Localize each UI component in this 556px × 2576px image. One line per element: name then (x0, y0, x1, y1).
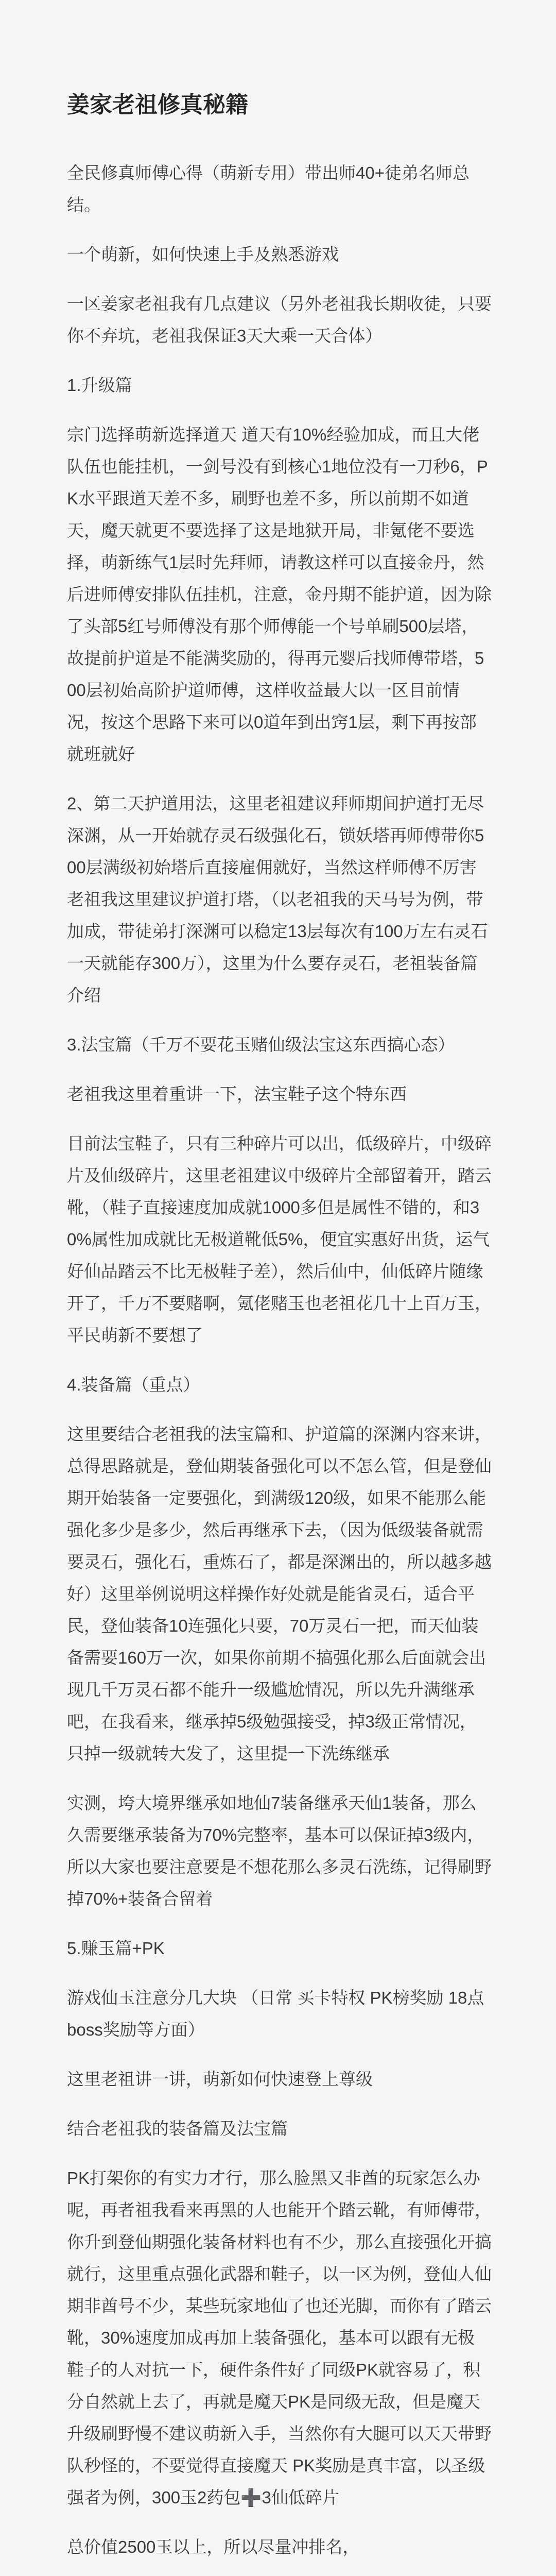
paragraph: 游戏仙玉注意分几大块 （日常 买卡特权 PK榜奖励 18点boss奖励等方面） (67, 1988, 484, 2039)
paragraph: 一个萌新，如何快速上手及熟悉游戏 (67, 245, 339, 264)
section-heading-leveling: 1.升级篇 (67, 376, 132, 395)
section-heading-treasure: 3.法宝篇（千万不要花玉赌仙级法宝这东西搞心态） (67, 1035, 455, 1054)
paragraph: 2、第二天护道用法，这里老祖建议拜师期间护道打无尽深渊，从一开始就存灵石级强化石，锁妖塔再师傅带你500层满级初始塔后直接雇佣就好，当然这样师傅不厉害老祖我这里建议护道打塔，（以老祖我的天马号为例，带加成，带徒弟打深渊可以稳定13层每次有100万左右灵石一天就能存300万），这里为什么要存灵石，老祖装备篇介绍 (67, 794, 488, 1005)
section-heading-jade-pk: 5.赚玉篇+PK (67, 1939, 165, 1958)
paragraph: 这里老祖讲一讲，萌新如何快速登上尊级 (67, 2070, 373, 2089)
paragraph: 全民修真师傅心得（萌新专用）带出师40+徒弟名师总结。 (67, 163, 470, 214)
paragraph: 宗门选择萌新选择道天 道天有10%经验加成，而且大佬队伍也能挂机，一剑号没有到核心1地位没有一刀秒6，PK水平跟道天差不多，刷野也差不多，所以前期不如道天，魔天就更不要选择了这是地狱开局，非氪佬不要选择，萌新练气1层时先拜师，请教这样可以直接金丹，然后进师傅安排队伍挂机，注意，金丹期不能护道，因为除了头部5红号师傅没有那个师傅能一个号单刷500层塔，故提前护道是不能满奖励的，得再元婴后找师傅带塔，500层初始高阶护道师傅，这样收益最大以一区目前情况，按这个思路下来可以0道年到出窍1层，剩下再按部就班就好 (67, 425, 492, 764)
paragraph: 目前法宝鞋子，只有三种碎片可以出，低级碎片，中级碎片及仙级碎片，这里老祖建议中级碎片全部留着开，踏云靴，（鞋子直接速度加成就1000多但是属性不错的，和30%属性加成就比无极道靴低5%，便宜实惠好出货，运气好仙品踏云不比无极鞋子差），然后仙中，仙低碎片随缘开了，千万不要赌啊，氪佬赌玉也老祖花几十上百万玉，平民萌新不要想了 (67, 1134, 492, 1345)
paragraph: PK打架你的有实力才行，那么脸黑又非酋的玩家怎么办呢，再者祖我看来再黑的人也能开个踏云靴，有师傅带，你升到登仙期强化装备材料也有不少，那么直接强化开搞就行，这里重点强化武器和鞋子，以一区为例，登仙人仙期非酋号不少，某些玩家地仙了也还光脚，而你有了踏云靴，30%速度加成再加上装备强化，基本可以跟有无极鞋子的人对抗一下，硬件条件好了同级PK就容易了，积分自然就上去了，再就是魔天PK是同级无敌，但是魔天升级刷野慢不建议萌新入手，当然你有大腿可以天天带野队秒怪的，不要觉得直接魔天 PK奖励是真丰富，以圣级强者为例，300玉2药包➕3仙低碎片 (67, 2168, 492, 2507)
article-body (67, 157, 492, 2576)
article-title: 姜家老祖修真秘籍 (67, 92, 248, 117)
paragraph: 一区姜家老祖我有几点建议（另外老祖我长期收徒，只要你不弃坑，老祖我保证3天大乘一天合体） (67, 294, 492, 345)
paragraph: 结合老祖我的装备篇及法宝篇 (67, 2119, 288, 2138)
paragraph: 实测，垮大境界继承如地仙7装备继承天仙1装备，那么久需要继承装备为70%完整率，基本可以保证掉3级内，所以大家也要注意要是不想花那么多灵石洗练，记得刷野掉70%+装备合留着 (67, 1793, 492, 1908)
section-heading-equipment: 4.装备篇（重点） (67, 1375, 200, 1394)
paragraph: 总价值2500玉以上，所以尽量冲排名， (67, 2537, 360, 2556)
paragraph: 这里要结合老祖我的法宝篇和、护道篇的深渊内容来讲，总得思路就是，登仙期装备强化可以不怎么管，但是登仙期开始装备一定要强化，到满级120级，如果不能那么能强化多少是多少，然后再继承下去，（因为低级装备就需要灵石，强化石，重炼石了，都是深渊出的，所以越多越好）这里举例说明这样操作好处就是能省灵石，适合平民，登仙装备10连强化只要，70万灵石一把，而天仙装备需要160万一次，如果你前期不搞强化那么后面就会出现几千万灵石都不能升一级尴尬情况，所以先升满继承吧，在我看来，继承掉5级勉强接受，掉3级正常情况，只掉一级就转大发了，这里提一下洗练继承 (67, 1425, 492, 1763)
paragraph: 老祖我这里着重讲一下，法宝鞋子这个特东西 (67, 1084, 407, 1104)
